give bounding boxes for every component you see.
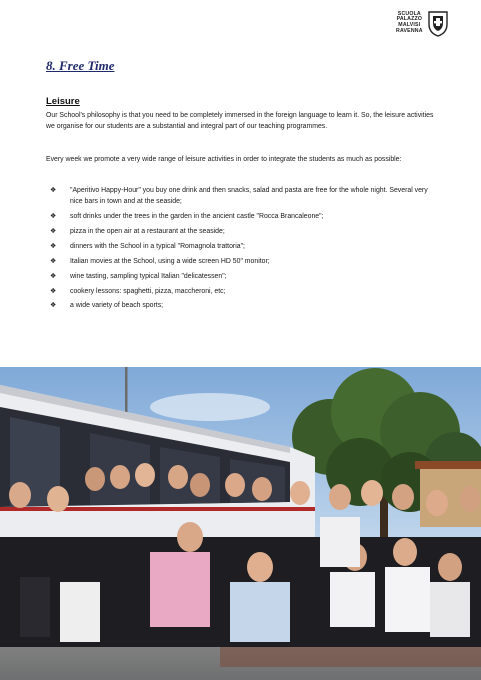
cloud [150,393,270,421]
list-item [50,212,434,223]
list-item [50,287,434,298]
list-item-text: a wide variety of beach sports; [70,302,164,310]
list-item [50,257,434,268]
list-item-text: wine tasting, sampling typical Italian "delicatessen"; [70,272,227,280]
logo-line: RAVENNA [396,27,423,34]
diamond-bullet-icon: ❖ [50,212,57,220]
logo-line: SCUOLA [397,10,421,17]
diamond-bullet-icon: ❖ [50,302,57,310]
section-title: 8. Free Time [46,58,115,73]
group-photo [0,367,481,680]
logo-line: PALAZZO [396,16,423,23]
list-item [50,272,434,283]
list-item [50,242,434,253]
list-item-text: dinners with the School in a typical "Romagnola trattoria"; [70,242,245,250]
list-item-text: Italian movies at the School, using a wide screen HD 50" monitor; [70,257,270,265]
diamond-bullet-icon: ❖ [50,242,57,250]
school-logo [396,8,456,38]
list-item-text: cookery lessons: spaghetti, pizza, maccheroni, etc; [70,287,226,295]
diamond-bullet-icon: ❖ [50,272,57,280]
list-item [50,227,434,238]
building-roof [415,461,481,469]
list-item [50,186,434,207]
subheading-leisure: Leisure [46,96,80,107]
logo-wordmark [396,12,423,34]
list-item-text: soft drinks under the trees in the garden in the ancient castle "Rocca Brancaleone"; [70,212,324,220]
activities-paragraph: Every week we promote a very wide range of leisure activities in order to integrate the students as much as possible: [46,156,402,163]
activity-list [50,186,434,316]
diamond-bullet-icon: ❖ [50,287,57,295]
intro-paragraph: Our School's philosophy is that you need to be completely immersed in the foreign language to learn it. So, the leisure activities we organise for our students are a substantial and integral part of our teaching programmes. [46,112,434,130]
list-item [50,301,434,312]
list-item-text: "Aperitivo Happy-Hour" you buy one drink and then snacks, salad and pasta are free for the whole night. Several very nice bars in town and at the seaside; [70,187,428,205]
diamond-bullet-icon: ❖ [50,227,57,235]
logo-line: MALVISI [398,22,421,28]
list-item-text: pizza in the open air at a restaurant at the seaside; [70,227,225,235]
diamond-bullet-icon: ❖ [50,257,57,265]
diamond-bullet-icon: ❖ [50,187,57,194]
crest-icon [427,9,449,37]
